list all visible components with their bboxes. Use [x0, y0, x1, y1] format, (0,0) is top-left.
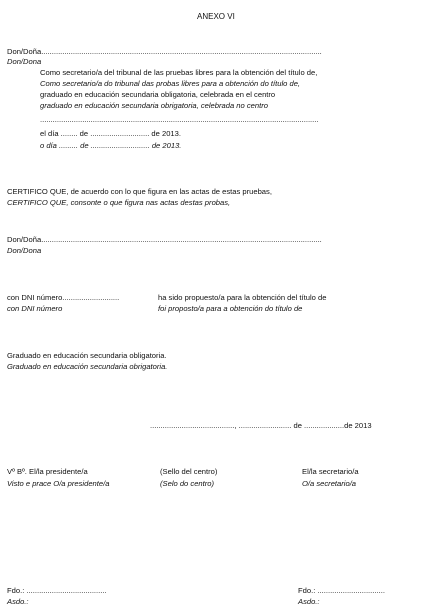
- dia-field-gl: o día ......... de ............................ de 2013.: [40, 141, 182, 150]
- vb-presidente-es: Vº Bº. El/la presidente/a: [7, 467, 88, 476]
- propuesto-text-es: ha sido propuesto/a para la obtención del título de: [158, 293, 327, 302]
- secretario-text-es: Como secretario/a del tribunal de las pruebas libres para la obtención del título de,: [40, 68, 318, 77]
- certifico-text-gl: CERTIFICO QUE, consonte o que figura nas actas destas probas,: [7, 198, 231, 207]
- fecha-field: ........................................, ......................... de ...................de 2013: [150, 421, 372, 430]
- titulo-text-es: Graduado en educación secundaria obligatoria.: [7, 351, 167, 360]
- dni-label-gl: con DNI número: [7, 304, 63, 313]
- centro-field: ....................................................................................................................................: [40, 115, 319, 124]
- titulo-text-gl: Graduado en educación secundaria obrigatoria.: [7, 362, 168, 371]
- asdo-right-label: Asdo.:: [298, 597, 320, 606]
- secretario-text-gl: Como secretario/a do tribunal das probas libres para a obtención do título de,: [40, 79, 301, 88]
- fdo-right-field: Fdo.: ................................: [298, 586, 385, 595]
- proposto-text-gl: foi proposto/a para a obtención do título de: [158, 304, 303, 313]
- asdo-left-label: Asdo.:: [7, 597, 29, 606]
- sello-centro-gl: (Selo do centro): [160, 479, 215, 488]
- dia-field-es: el día ........ de ............................ de 2013.: [40, 129, 181, 138]
- secretario-firma-gl: O/a secretario/a: [302, 479, 357, 488]
- don-label-gl: Don/Dona: [7, 57, 42, 66]
- fdo-left-field: Fdo.: ......................................: [7, 586, 107, 595]
- secretario-firma-es: El/la secretario/a: [302, 467, 359, 476]
- graduado-text-gl: graduado en educación secundaria obrigatoria, celebrada no centro: [40, 101, 268, 110]
- don2-label-gl: Don/Dona: [7, 246, 42, 255]
- don-field: Don/Doña.....................................................................................................................................: [7, 47, 322, 56]
- vb-presidente-gl: Visto e prace O/a presidente/a: [7, 479, 110, 488]
- certifico-text-es: CERTIFICO QUE, de acuerdo con lo que figura en las actas de estas pruebas,: [7, 187, 272, 196]
- document-title: ANEXO VI: [197, 12, 235, 21]
- dni-field-es: con DNI número...........................: [7, 293, 120, 302]
- sello-centro-es: (Sello del centro): [160, 467, 218, 476]
- don2-field: Don/Doña.....................................................................................................................................: [7, 235, 322, 244]
- graduado-text-es: graduado en educación secundaria obligatoria, celebrada en el centro: [40, 90, 276, 99]
